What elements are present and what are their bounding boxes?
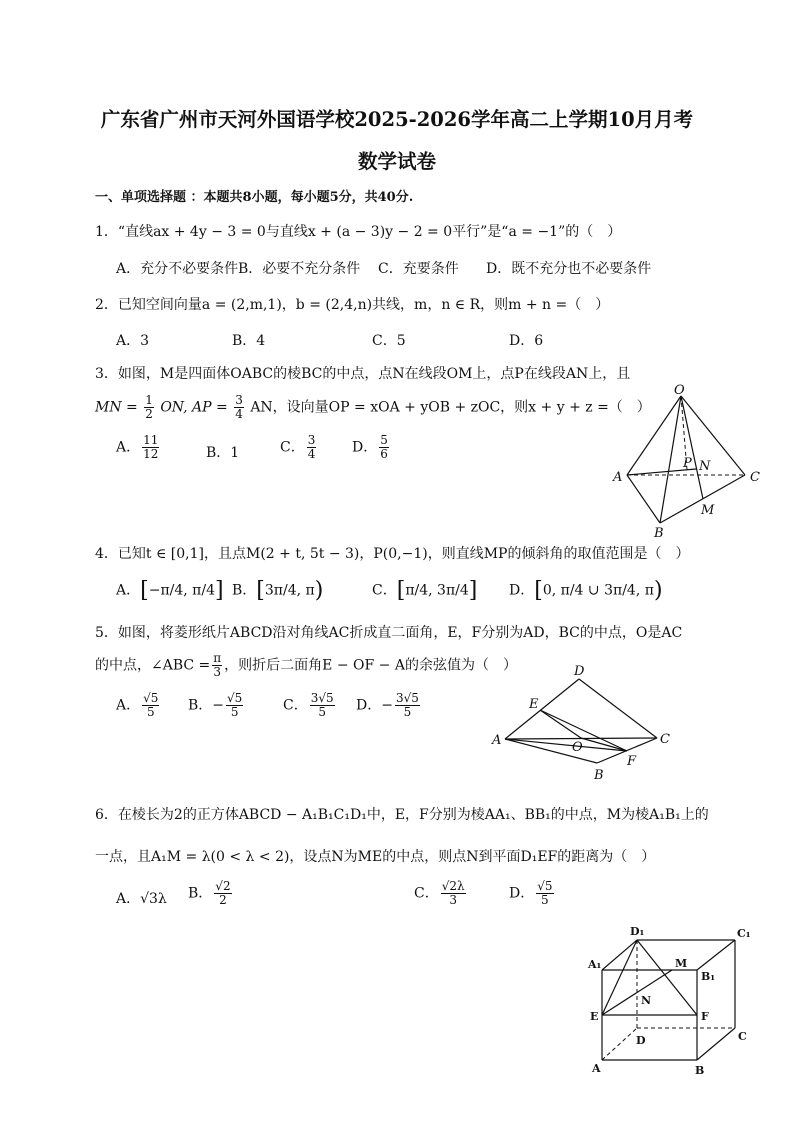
edge-ab: [505, 739, 597, 763]
label-p: P: [683, 456, 692, 471]
label-b1: B₁: [701, 970, 716, 983]
q3-option-d: D． $\frac{5}{6}$: [352, 433, 388, 461]
page-subtitle: 数学试卷: [357, 150, 436, 173]
q3-mn-label: MN =: [95, 399, 138, 416]
edge-bc: [697, 1028, 735, 1060]
label-c: C: [660, 732, 670, 747]
edge-dc: [579, 679, 657, 738]
label-m: M: [701, 503, 715, 518]
q5-option-d: D．− $\frac{3√5}{5}$: [356, 691, 419, 719]
label-a: A: [613, 470, 623, 485]
edge-ab: [627, 475, 660, 523]
label-c1: C₁: [737, 927, 751, 940]
q2-option-a: A．3: [116, 333, 150, 349]
label-n: N: [641, 994, 652, 1007]
q1-option-c: C．充要条件: [378, 261, 459, 277]
q4-option-a: A．[−π/4, π/4]: [116, 578, 224, 603]
q3-fraction-1: $\frac{1}{2}$: [145, 393, 153, 421]
q1-option-b: B．必要不充分条件: [238, 261, 361, 277]
q2-option-c: C．5: [372, 333, 406, 349]
edge-a1d1: [602, 940, 637, 970]
label-e: E: [529, 697, 539, 712]
question-6-line-1: 6．在棱长为2的正方体ABCD − A₁B₁C₁D₁中，E，F分别为棱AA₁、BB₁的中点，M为棱A₁B₁上的: [95, 807, 709, 823]
label-a: A: [592, 1062, 601, 1075]
q5-option-b: B．− $\frac{√5}{5}$: [188, 691, 243, 719]
q1-option-d: D．既不充分也不必要条件: [486, 261, 652, 277]
question-2-text: 2．已知空间向量a = (2,m,1)，b = (2,4,n)共线，m，n ∈ R，则m + n =（ ）: [95, 297, 610, 313]
label-m: M: [675, 957, 688, 970]
rhombus-fold-figure: [487, 660, 682, 785]
edge-oa: [627, 396, 681, 475]
segment-ef: [540, 710, 627, 751]
q2-option-b: B．4: [232, 333, 266, 349]
cube-figure: [582, 920, 762, 1080]
question-6-line-2: 一点，且A₁M = λ(0 < λ < 2)，设点N为ME的中点，则点N到平面D₁EF的距离为（ ）: [95, 849, 656, 865]
page-title: 广东省广州市天河外国语学校2025-2026学年高二上学期10月月考: [100, 108, 694, 131]
question-5-line-1: 5．如图，将菱形纸片ABCD沿对角线AC折成直二面角，E，F分别为AD，BC的中点，O是AC: [95, 625, 683, 641]
label-d1: D₁: [630, 925, 645, 938]
label-n: N: [699, 459, 711, 474]
q6-option-a: A．√3λ: [116, 891, 167, 907]
q3-option-c: C． $\frac{3}{4}$: [280, 433, 316, 461]
q3-vector-text: AN，设向量OP = xOA + yOB + zOC，则x + y + z =（ ）: [250, 399, 651, 416]
q6-option-c: C． $\frac{√2\lambda}{3}$: [414, 879, 465, 907]
question-3-line-1: 3．如图，M是四面体OABC的棱BC的中点，点N在线段OM上，点P在线段AN上，且: [95, 366, 631, 382]
q5-option-c: C． $\frac{3√5}{5}$: [283, 691, 334, 719]
label-a: A: [492, 733, 502, 748]
segment-eo: [540, 710, 581, 738]
label-f: F: [701, 1010, 709, 1023]
q3-option-a: A． $\frac{11}{12}$: [116, 433, 159, 461]
q6-option-d: D． $\frac{√5}{5}$: [509, 879, 553, 907]
question-3-line-2: [95, 394, 651, 421]
edge-ad: [505, 679, 579, 739]
q4-option-d: D．[0, π/4 ∪ 3π/4, π): [509, 578, 663, 603]
label-b: B: [695, 1064, 705, 1077]
label-d: D: [574, 664, 585, 679]
label-e: E: [590, 1010, 599, 1023]
section-heading: 一、单项选择题 ：本题共8小题，每小题5分，共40分.: [95, 190, 414, 205]
tetrahedron-figure: [605, 378, 775, 540]
q4-option-b: B．[3π/4, π): [232, 578, 324, 603]
label-b: B: [594, 768, 604, 783]
label-b: B: [654, 526, 664, 540]
edge-ad-hidden: [602, 1028, 637, 1060]
q5-option-a: A． $\frac{√5}{5}$: [116, 691, 159, 719]
label-d: D: [636, 1034, 646, 1047]
edge-b1c1: [697, 940, 735, 970]
segment-om: [681, 396, 703, 499]
label-c: C: [750, 470, 760, 485]
q6-option-b: B． $\frac{√2}{2}$: [188, 879, 231, 907]
label-o: O: [572, 740, 583, 755]
q3-option-b: B．1: [206, 445, 240, 461]
q3-fraction-2: $\frac{3}{4}$: [235, 393, 243, 421]
label-f: F: [627, 754, 637, 769]
edge-ob: [660, 396, 681, 523]
q1-option-a: A．充分不必要条件: [116, 261, 239, 277]
label-o: O: [674, 383, 685, 398]
q4-option-c: C．[π/4, 3π/4]: [372, 578, 478, 603]
question-5-line-2: 的中点，∠ABC = $\frac{\pi}{3}$ ，则折后二面角E − OF − A的余弦值为（ ）: [95, 651, 517, 679]
question-1-text: 1．“直线ax + 4y − 3 = 0与直线x + (a − 3)y − 2 = 0平行”是“a = −1”的（ ）: [95, 224, 622, 240]
label-c: C: [738, 1030, 747, 1043]
q3-ap-label: ON, AP =: [160, 399, 228, 416]
question-4-text: 4．已知t ∈ [0,1]，且点M(2 + t, 5t − 3)，P(0,−1)，则直线MP的倾斜角的取值范围是（ ）: [95, 546, 690, 562]
segment-af: [505, 739, 627, 751]
q2-option-d: D．6: [509, 333, 544, 349]
label-a1: A₁: [588, 958, 602, 971]
